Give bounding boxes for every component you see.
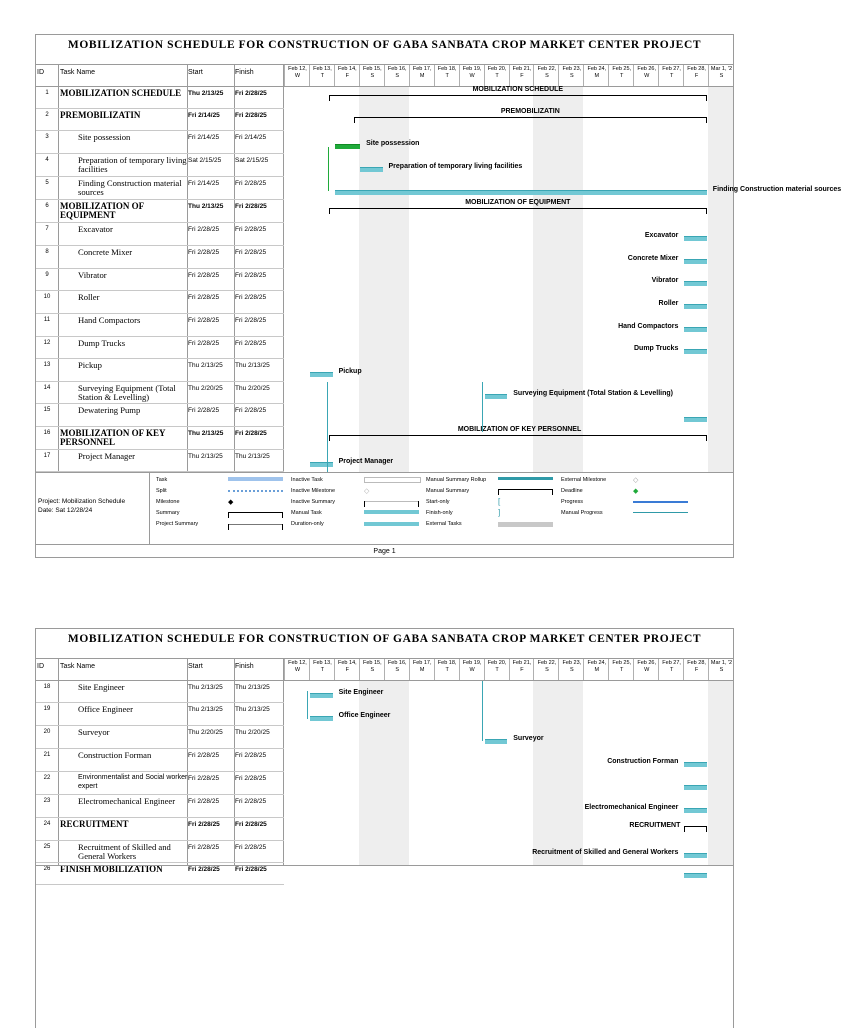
timescale-day: Feb 23, S — [558, 659, 584, 680]
task-finish: Fri 2/28/25 — [235, 866, 267, 873]
task-bar[interactable] — [485, 739, 507, 744]
task-id: 8 — [45, 249, 49, 255]
task-finish: Fri 2/28/25 — [235, 844, 267, 851]
table-header — [36, 65, 733, 87]
legend-duration-only-swatch — [364, 522, 419, 526]
weekend-shade — [384, 681, 409, 865]
task-finish: Fri 2/28/25 — [235, 821, 267, 828]
task-start: Fri 2/28/25 — [188, 798, 220, 805]
timescale-day: Feb 25, T — [608, 659, 634, 680]
timescale-day: Feb 14, F — [334, 659, 360, 680]
task-finish: Fri 2/28/25 — [235, 340, 267, 347]
table-row[interactable] — [36, 359, 284, 382]
legend-split: Split — [156, 488, 167, 494]
legend-split-swatch — [228, 490, 283, 492]
bar-label: Surveyor — [513, 735, 544, 742]
legend-inactive-task-swatch — [364, 477, 421, 483]
task-start: Fri 2/28/25 — [188, 272, 220, 279]
timescale — [284, 659, 733, 680]
bar-label: Surveying Equipment (Total Station & Levelling) — [513, 390, 673, 397]
legend-project: Project: Mobilization Schedule — [38, 498, 126, 505]
legend-manual-task-swatch — [364, 510, 419, 514]
task-id: 7 — [45, 226, 49, 232]
bar-label: Office Engineer — [338, 712, 391, 719]
gantt-chart — [284, 86, 841, 472]
task-finish: Fri 2/28/25 — [235, 90, 267, 97]
task-bar[interactable] — [335, 144, 360, 149]
header-start: Start — [188, 69, 203, 76]
timescale-day: Feb 18, T — [434, 659, 460, 680]
header-task-name: Task Name — [60, 663, 96, 670]
summary-bar[interactable] — [684, 826, 706, 827]
table-row[interactable] — [36, 681, 284, 703]
bar-label: MOBILIZATION OF KEY PERSONNEL — [457, 426, 582, 433]
table-row[interactable] — [36, 841, 284, 863]
task-id: 13 — [43, 362, 51, 368]
legend-milestone: Milestone — [156, 499, 180, 505]
bar-label: Excavator — [644, 232, 679, 239]
legend-external-milestone-icon: ◇ — [633, 477, 639, 484]
timescale-day: Feb 16, S — [384, 65, 410, 86]
task-id: 10 — [43, 294, 51, 300]
legend-inactive-milestone: Inactive Milestone — [291, 488, 336, 494]
legend-progress-swatch — [633, 501, 688, 503]
timescale-day: Feb 21, F — [509, 65, 535, 86]
timescale-day: Feb 28, F — [683, 659, 709, 680]
header-task-name: Task Name — [60, 69, 96, 76]
table-row[interactable] — [36, 131, 284, 154]
task-name: Concrete Mixer — [78, 247, 133, 257]
summary-bar[interactable] — [329, 435, 707, 436]
task-start: Fri 2/28/25 — [188, 752, 220, 759]
timescale-day: Feb 24, M — [583, 65, 609, 86]
legend-finish-only-icon: ] — [498, 508, 501, 517]
task-id: 16 — [43, 430, 51, 436]
timescale-day: Feb 22, S — [533, 65, 559, 86]
bar-label: MOBILIZATION SCHEDULE — [472, 86, 564, 93]
task-bar[interactable] — [335, 190, 707, 195]
task-name: Surveying Equipment (Total Station & Levelling) — [78, 383, 176, 402]
task-id: 5 — [45, 180, 49, 186]
task-start: Thu 2/20/25 — [188, 385, 223, 392]
table-row[interactable] — [36, 337, 284, 359]
legend-task-swatch — [228, 477, 283, 481]
legend-manual-summary-swatch — [498, 489, 553, 490]
task-bar[interactable] — [684, 417, 706, 422]
table-row[interactable] — [36, 246, 284, 269]
timescale-day: Mar 1, '2 S — [708, 659, 734, 680]
legend-inactive-task: Inactive Task — [291, 477, 323, 483]
bar-label: Site possession — [366, 140, 420, 147]
task-bar[interactable] — [684, 259, 706, 264]
task-bar[interactable] — [684, 236, 706, 241]
task-name: MOBILIZATION OF KEY PERSONNEL — [60, 428, 166, 447]
task-finish: Fri 2/28/25 — [235, 112, 267, 119]
task-name: Dewatering Pump — [78, 405, 141, 415]
task-id: 17 — [43, 453, 51, 459]
legend-finish-only: Finish-only — [426, 510, 453, 516]
timescale-day: Mar 1, '2 S — [708, 65, 734, 86]
legend-summary: Summary — [156, 510, 180, 516]
task-name: Excavator — [78, 224, 113, 234]
task-id: 11 — [43, 317, 51, 323]
timescale-day: Feb 17, M — [409, 659, 435, 680]
task-name: Preparation of temporary living facilities — [78, 155, 187, 174]
task-start: Fri 2/28/25 — [188, 317, 220, 324]
schedule-page-2 — [35, 628, 734, 1028]
weekend-shade — [558, 681, 583, 865]
legend-inactive-milestone-icon: ◇ — [364, 488, 370, 495]
table-row[interactable] — [36, 200, 284, 223]
legend-manual-summary: Manual Summary — [426, 488, 470, 494]
task-bar[interactable] — [684, 785, 706, 790]
task-start: Fri 2/14/25 — [188, 180, 220, 187]
legend-progress: Progress — [561, 499, 584, 505]
legend-start-only: Start-only — [426, 499, 450, 505]
page-title: MOBILIZATION SCHEDULE FOR CONSTRUCTION OF GABA SANBATA CROP MARKET CENTER PROJECT — [36, 629, 733, 659]
task-bar[interactable] — [684, 281, 706, 286]
table-row[interactable] — [36, 427, 284, 450]
legend — [36, 472, 733, 545]
task-bar[interactable] — [684, 853, 706, 858]
task-name: Pickup — [78, 360, 102, 370]
timescale — [284, 65, 733, 86]
table-row[interactable] — [36, 404, 284, 427]
divider — [36, 865, 733, 866]
task-start: Thu 2/13/25 — [188, 453, 223, 460]
legend-task: Task — [156, 477, 168, 483]
task-id: 3 — [45, 134, 49, 140]
page-title: MOBILIZATION SCHEDULE FOR CONSTRUCTION OF GABA SANBATA CROP MARKET CENTER PROJECT — [36, 35, 733, 65]
task-start: Sat 2/15/25 — [188, 157, 222, 164]
task-id: 22 — [43, 775, 51, 781]
task-name: Surveyor — [78, 727, 110, 737]
task-id: 4 — [45, 157, 49, 163]
table-row[interactable] — [36, 818, 284, 841]
timescale-day: Feb 15, S — [359, 65, 385, 86]
header-id: ID — [37, 69, 44, 76]
task-name: Construction Forman — [78, 750, 152, 760]
bar-label: RECRUITMENT — [629, 822, 681, 829]
task-id: 25 — [43, 844, 51, 850]
task-name: Environmentalist and Social worker expert — [78, 774, 188, 790]
timescale-day: Feb 17, M — [409, 65, 435, 86]
task-name: Site Engineer — [78, 682, 125, 692]
task-id: 12 — [43, 340, 51, 346]
timescale-day: Feb 12, W — [284, 65, 310, 86]
timescale-day: Feb 18, T — [434, 65, 460, 86]
legend-manual-progress-swatch — [633, 512, 688, 513]
task-bar[interactable] — [310, 693, 332, 698]
task-finish: Fri 2/28/25 — [235, 249, 267, 256]
task-finish: Fri 2/28/25 — [235, 317, 267, 324]
summary-bar[interactable] — [329, 95, 707, 96]
task-finish: Fri 2/28/25 — [235, 430, 267, 437]
table-row[interactable] — [36, 749, 284, 772]
timescale-day: Feb 13, T — [309, 65, 335, 86]
legend-external-milestone: External Milestone — [561, 477, 607, 483]
task-bar[interactable] — [684, 304, 706, 309]
table-row[interactable] — [36, 703, 284, 726]
task-start: Fri 2/28/25 — [188, 294, 220, 301]
task-name: RECRUITMENT — [60, 819, 129, 829]
bar-label: PREMOBILIZATIN — [500, 108, 560, 115]
task-bar[interactable] — [310, 716, 332, 721]
timescale-day: Feb 25, T — [608, 65, 634, 86]
task-finish: Fri 2/28/25 — [235, 798, 267, 805]
task-id: 21 — [43, 752, 51, 758]
summary-bar[interactable] — [329, 208, 707, 209]
task-id: 19 — [43, 706, 51, 712]
timescale-day: Feb 23, S — [558, 65, 584, 86]
task-name: Dump Trucks — [78, 338, 126, 348]
task-id: 15 — [43, 407, 51, 413]
task-id: 24 — [43, 821, 51, 827]
task-id: 6 — [45, 203, 49, 209]
legend-summary-swatch — [228, 512, 283, 513]
table-row[interactable] — [36, 772, 284, 795]
timescale-day: Feb 16, S — [384, 659, 410, 680]
legend-external-tasks-swatch — [498, 522, 553, 527]
dependency-link — [307, 691, 308, 719]
task-start: Fri 2/28/25 — [188, 775, 220, 782]
task-name: MOBILIZATION OF EQUIPMENT — [60, 201, 144, 220]
legend-inactive-summary: Inactive Summary — [291, 499, 336, 505]
bar-label: Recruitment of Skilled and General Workers — [532, 849, 679, 856]
task-start: Fri 2/28/25 — [188, 249, 220, 256]
weekend-shade — [708, 87, 733, 472]
bar-label: Project Manager — [338, 458, 394, 465]
table-row[interactable] — [36, 154, 284, 177]
task-id: 2 — [45, 112, 49, 118]
timescale-day: Feb 20, T — [484, 659, 510, 680]
schedule-page-1 — [35, 34, 841, 558]
task-start: Thu 2/13/25 — [188, 203, 224, 210]
task-id: 18 — [43, 684, 51, 690]
table-row[interactable] — [36, 382, 284, 404]
legend-deadline-icon: ◆ — [633, 488, 639, 495]
legend-manual-progress: Manual Progress — [561, 510, 603, 516]
task-finish: Fri 2/28/25 — [235, 294, 267, 301]
legend-project-summary-swatch — [228, 524, 283, 525]
table-row[interactable] — [36, 726, 284, 749]
bar-label: Roller — [658, 300, 679, 307]
task-start: Thu 2/20/25 — [188, 729, 223, 736]
task-start: Thu 2/13/25 — [188, 684, 223, 691]
task-finish: Fri 2/28/25 — [235, 752, 267, 759]
table-row[interactable] — [36, 291, 284, 314]
task-name: Site possession — [78, 132, 131, 142]
table-row[interactable] — [36, 177, 284, 200]
task-bar[interactable] — [310, 462, 332, 467]
task-start: Thu 2/13/25 — [188, 362, 223, 369]
timescale-day: Feb 19, W — [459, 65, 485, 86]
task-finish: Fri 2/28/25 — [235, 180, 267, 187]
table-header — [36, 659, 733, 681]
gantt-chart — [284, 681, 735, 865]
timescale-day: Feb 26, W — [633, 659, 659, 680]
table-row[interactable] — [36, 269, 284, 291]
legend-deadline: Deadline — [561, 488, 583, 494]
task-finish: Thu 2/13/25 — [235, 453, 270, 460]
task-bar[interactable] — [310, 372, 332, 377]
task-bar[interactable] — [684, 349, 706, 354]
legend-inactive-summary-swatch — [364, 501, 419, 502]
task-bar[interactable] — [684, 808, 706, 813]
page-footer: Page 1 — [36, 544, 733, 559]
task-id: 9 — [45, 272, 49, 278]
timescale-day: Feb 21, F — [509, 659, 535, 680]
table-row[interactable] — [36, 223, 284, 246]
header-id: ID — [37, 663, 44, 670]
task-bar[interactable] — [684, 327, 706, 332]
task-start: Fri 2/28/25 — [188, 844, 220, 851]
task-id: 14 — [43, 385, 51, 391]
table-row[interactable] — [36, 109, 284, 131]
task-finish: Fri 2/28/25 — [235, 407, 267, 414]
timescale-day: Feb 27, T — [658, 659, 684, 680]
bar-label: Pickup — [338, 368, 362, 375]
task-name: Electromechanical Engineer — [78, 796, 176, 806]
task-finish: Thu 2/13/25 — [235, 706, 270, 713]
bar-label: Hand Compactors — [618, 323, 679, 330]
task-bar[interactable] — [360, 167, 382, 172]
task-start: Fri 2/28/25 — [188, 821, 220, 828]
timescale-day: Feb 14, F — [334, 65, 360, 86]
timescale-day: Feb 22, S — [533, 659, 559, 680]
bar-label: MOBILIZATION OF EQUIPMENT — [465, 199, 571, 206]
legend-manual-task: Manual Task — [291, 510, 322, 516]
task-finish: Thu 2/13/25 — [235, 684, 270, 691]
bar-label: Preparation of temporary living facilities — [388, 163, 523, 170]
task-name: Office Engineer — [78, 704, 133, 714]
weekend-shade — [558, 87, 583, 472]
legend-external-tasks: External Tasks — [426, 521, 462, 527]
dependency-link — [328, 147, 329, 191]
legend-milestone-icon: ◆ — [228, 499, 234, 506]
task-bar[interactable] — [485, 394, 507, 399]
table-row[interactable] — [36, 450, 284, 472]
legend-manual-summary-rollup-swatch — [498, 477, 553, 480]
timescale-day: Feb 26, W — [633, 65, 659, 86]
legend-start-only-icon: [ — [498, 497, 501, 506]
timescale-day: Feb 27, T — [658, 65, 684, 86]
task-id: 20 — [43, 729, 51, 735]
task-name: Recruitment of Skilled and General Workers — [78, 842, 171, 861]
task-start: Fri 2/28/25 — [188, 226, 220, 233]
timescale-day: Feb 28, F — [683, 65, 709, 86]
task-id: 23 — [43, 798, 51, 804]
legend-project-summary: Project Summary — [156, 521, 199, 527]
bar-label: Electromechanical Engineer — [584, 804, 679, 811]
task-bar[interactable] — [684, 873, 706, 878]
table-row[interactable] — [36, 863, 284, 885]
task-finish: Fri 2/28/25 — [235, 226, 267, 233]
task-finish: Fri 2/28/25 — [235, 203, 267, 210]
task-finish: Sat 2/15/25 — [235, 157, 269, 164]
task-start: Thu 2/13/25 — [188, 90, 224, 97]
table-row[interactable] — [36, 795, 284, 818]
dependency-link — [482, 382, 483, 432]
task-finish: Fri 2/14/25 — [235, 134, 267, 141]
task-start: Thu 2/13/25 — [188, 430, 224, 437]
timescale-day: Feb 15, S — [359, 659, 385, 680]
summary-bar[interactable] — [354, 117, 707, 118]
timescale-day: Feb 19, W — [459, 659, 485, 680]
weekend-shade — [533, 681, 558, 865]
divider — [149, 473, 150, 545]
table-row[interactable] — [36, 87, 284, 109]
weekend-shade — [359, 681, 384, 865]
legend-duration-only: Duration-only — [291, 521, 324, 527]
task-start: Fri 2/14/25 — [188, 134, 220, 141]
header-finish: Finish — [235, 663, 254, 670]
task-finish: Thu 2/13/25 — [235, 362, 270, 369]
task-name: Project Manager — [78, 451, 136, 461]
task-name: Finding Construction material sources — [78, 178, 182, 197]
task-id: 1 — [45, 90, 49, 96]
task-start: Fri 2/14/25 — [188, 112, 220, 119]
bar-label: Vibrator — [651, 277, 679, 284]
task-bar[interactable] — [684, 762, 706, 767]
task-finish: Fri 2/28/25 — [235, 775, 267, 782]
task-name: FINISH MOBILIZATION — [60, 864, 163, 874]
task-start: Fri 2/28/25 — [188, 866, 220, 873]
header-finish: Finish — [235, 69, 254, 76]
task-finish: Fri 2/28/25 — [235, 272, 267, 279]
bar-label: Site Engineer — [338, 689, 384, 696]
task-name: Vibrator — [78, 270, 107, 280]
task-name: Hand Compactors — [78, 315, 141, 325]
task-name: Roller — [78, 292, 100, 302]
task-finish: Thu 2/20/25 — [235, 729, 270, 736]
timescale-day: Feb 20, T — [484, 65, 510, 86]
dependency-link — [327, 382, 328, 472]
bar-label: Concrete Mixer — [627, 255, 679, 262]
task-name: PREMOBILIZATIN — [60, 110, 141, 120]
task-start: Fri 2/28/25 — [188, 340, 220, 347]
task-start: Fri 2/28/25 — [188, 407, 220, 414]
task-id: 26 — [43, 866, 51, 872]
bar-label: Finding Construction material sources — [712, 186, 841, 193]
task-name: MOBILIZATION SCHEDULE — [60, 88, 182, 98]
header-start: Start — [188, 663, 203, 670]
task-finish: Thu 2/20/25 — [235, 385, 270, 392]
weekend-shade — [533, 87, 558, 472]
legend-manual-summary-rollup: Manual Summary Rollup — [426, 477, 487, 483]
task-start: Thu 2/13/25 — [188, 706, 223, 713]
timescale-day: Feb 13, T — [309, 659, 335, 680]
legend-date: Date: Sat 12/28/24 — [38, 507, 93, 514]
weekend-shade — [708, 681, 733, 865]
dependency-link — [482, 681, 483, 741]
bar-label: Dump Trucks — [634, 345, 679, 352]
table-row[interactable] — [36, 314, 284, 337]
timescale-day: Feb 12, W — [284, 659, 310, 680]
bar-label: Construction Forman — [607, 758, 679, 765]
timescale-day: Feb 24, M — [583, 659, 609, 680]
